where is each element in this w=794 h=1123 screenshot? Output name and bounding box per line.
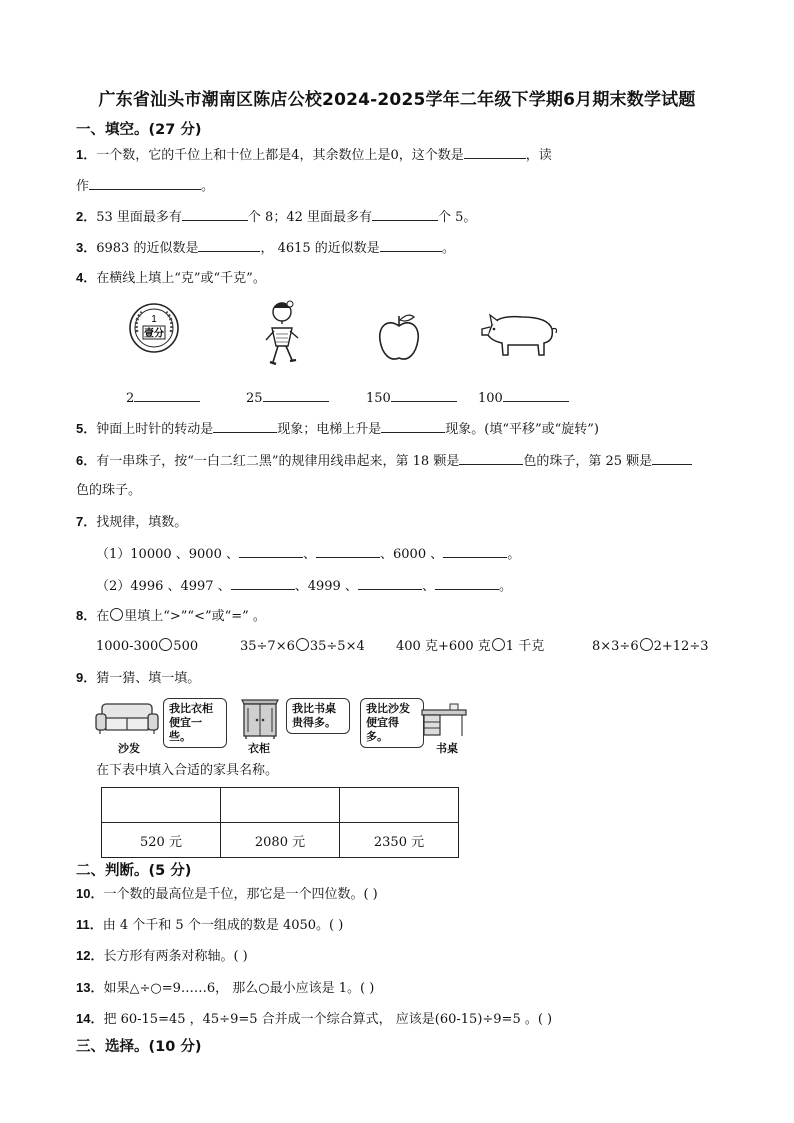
compare-right: 2+12÷3: [653, 639, 709, 654]
question-10: [76, 884, 378, 905]
question-text: 钟面上时针的转动是: [96, 422, 214, 437]
page-title: 广东省汕头市潮南区陈店公校2024-2025学年二年级下学期6月期末数学试题: [98, 90, 696, 110]
answer-blank[interactable]: [239, 543, 303, 558]
question-text: 把 60-15=45 ，45÷9=5 合并成一个综合算式， 应该是(60-15)÷9=5 。( ): [103, 1012, 553, 1027]
question-text: 色的珠子，第 25 颗是: [523, 454, 653, 469]
question-number: 4．: [76, 270, 97, 285]
wardrobe-icon: [238, 696, 282, 740]
sequence-text: 、6000 、: [380, 547, 444, 562]
speech-bubble-wardrobe: [286, 698, 350, 734]
question-3: [76, 237, 455, 259]
question-6: [76, 450, 692, 472]
table-row: [102, 823, 459, 858]
wardrobe-label: 衣柜: [248, 742, 270, 755]
compare-item-4: [592, 637, 708, 657]
compare-item-1: [96, 637, 198, 657]
question-11: [76, 915, 343, 936]
answer-blank[interactable]: [89, 175, 201, 190]
question-number: 8．: [76, 608, 97, 623]
coin-icon: [128, 302, 180, 354]
question-text: 。: [441, 241, 455, 256]
question-text: 猜一猜、填一填。: [96, 671, 201, 686]
sequence-text: 、: [302, 547, 316, 562]
speech-bubble-sofa: [163, 698, 227, 748]
question-number: 2．: [76, 209, 97, 224]
answer-blank[interactable]: [459, 450, 523, 465]
bubble-text: 我比书桌贵得多。: [292, 702, 336, 729]
question-text: 。: [201, 179, 215, 194]
question-number: 1．: [76, 147, 97, 162]
question-text: ，读: [525, 148, 552, 163]
question-text: 如果△÷○=9……6， 那么○最小应该是 1。( ): [103, 981, 375, 996]
question-text: 由 4 个千和 5 个一组成的数是 4050。( ): [102, 918, 344, 933]
compare-right: 35÷5×4: [309, 639, 365, 654]
answer-blank[interactable]: [372, 206, 438, 221]
question-number: 6．: [76, 453, 97, 468]
sequence-text: 。: [507, 547, 521, 562]
weight-answer-1: [126, 387, 200, 406]
answer-blank[interactable]: [503, 387, 569, 402]
compare-right: 500: [173, 639, 199, 654]
question-text: 现象。(填“平移”或“旋转”): [445, 422, 599, 437]
question-6-cont: [76, 481, 141, 501]
question-7-part-1: [96, 543, 520, 565]
desk-label: 书桌: [436, 742, 458, 755]
answer-blank[interactable]: [231, 575, 295, 590]
caption-number: 2: [126, 391, 135, 406]
answer-blank[interactable]: [213, 418, 277, 433]
name-cell[interactable]: [221, 788, 340, 823]
question-text: 在: [96, 609, 110, 624]
bubble-text: 我比衣柜便宜一些。: [169, 702, 213, 743]
question-number: 5．: [76, 421, 97, 436]
answer-blank[interactable]: [443, 543, 507, 558]
name-cell[interactable]: [102, 788, 221, 823]
answer-blank[interactable]: [358, 575, 422, 590]
question-text: 长方形有两条对称轴。( ): [103, 949, 248, 964]
furniture-table: [101, 787, 459, 858]
price-cell: 2350 元: [340, 823, 459, 858]
question-text: 一个数，它的千位上和十位上都是4，其余数位上是0，这个数是: [96, 148, 464, 163]
question-text: 有一串珠子，按“一白二红二黑”的规律用线串起来，第 18 颗是: [96, 454, 460, 469]
question-number: 14．: [76, 1011, 104, 1026]
question-text: 里填上“>”“<”或“=” 。: [124, 609, 266, 624]
question-text: 一个数的最高位是千位，那它是一个四位数。( ): [103, 887, 378, 902]
compare-right: 1 千克: [505, 639, 545, 654]
answer-blank[interactable]: [652, 450, 692, 465]
question-14: [76, 1009, 552, 1030]
girl-icon: [258, 298, 306, 372]
caption-number: 100: [478, 391, 503, 406]
caption-number: 150: [366, 391, 391, 406]
weight-answer-3: [366, 387, 457, 406]
question-7: [76, 512, 187, 533]
question-7-part-2: [96, 575, 512, 597]
answer-blank[interactable]: [380, 237, 442, 252]
sequence-text: （1）10000 、9000 、: [96, 547, 239, 562]
coin-text: 壹分: [144, 328, 164, 340]
answer-blank[interactable]: [134, 387, 200, 402]
sequence-text: 。: [498, 579, 512, 594]
bubble-text: 我比沙发便宜得多。: [366, 702, 410, 743]
answer-blank[interactable]: [435, 575, 499, 590]
question-8: [76, 606, 266, 627]
question-12: [76, 946, 248, 967]
compare-circle[interactable]: [296, 638, 309, 651]
desk-icon: [420, 702, 468, 738]
table-row: [102, 788, 459, 823]
question-text: 个 8；42 里面最多有: [247, 210, 372, 225]
sequence-text: 、: [421, 579, 435, 594]
sequence-text: （2）4996 、4997 、: [96, 579, 231, 594]
question-number: 10．: [76, 886, 104, 901]
question-text: 53 里面最多有: [96, 210, 182, 225]
answer-blank[interactable]: [316, 543, 380, 558]
price-cell: 520 元: [102, 823, 221, 858]
compare-left: 35÷7×6: [240, 639, 295, 654]
answer-blank[interactable]: [391, 387, 457, 402]
compare-left: 400 克+600 克: [396, 639, 491, 654]
question-text: ， 4615 的近似数是: [260, 241, 380, 256]
speech-bubble-desk: [360, 698, 424, 748]
compare-circle[interactable]: [640, 638, 653, 651]
question-text: 个 5。: [438, 210, 477, 225]
weight-answer-2: [246, 387, 329, 406]
question-number: 12．: [76, 948, 104, 963]
table-instruction: 在下表中填入合适的家具名称。: [96, 763, 279, 778]
question-13: [76, 978, 374, 999]
sofa-icon: [94, 700, 160, 736]
circle-icon: [110, 608, 123, 621]
question-text: 找规律，填数。: [96, 515, 188, 530]
question-1-cont: [76, 175, 214, 197]
pig-icon: [478, 307, 558, 359]
answer-blank[interactable]: [464, 144, 526, 159]
compare-left: 1000-300: [96, 639, 159, 654]
question-number: 9．: [76, 670, 97, 685]
question-text: 6983 的近似数是: [96, 241, 199, 256]
section-judge-heading: 二、判断。(5 分): [76, 863, 192, 879]
question-text: 现象；电梯上升是: [277, 422, 382, 437]
answer-blank[interactable]: [198, 237, 260, 252]
section-fill-in-heading: 一、填空。(27 分): [76, 122, 202, 138]
caption-number: 25: [246, 391, 263, 406]
sequence-text: 、4999 、: [294, 579, 358, 594]
section-choice-heading: 三、选择。(10 分): [76, 1039, 202, 1055]
apple-icon: [374, 312, 424, 364]
compare-item-3: [396, 637, 544, 657]
question-number: 7．: [76, 514, 97, 529]
answer-blank[interactable]: [381, 418, 445, 433]
question-4: [76, 268, 266, 289]
question-text: 作: [76, 179, 90, 194]
question-number: 11．: [76, 917, 103, 932]
compare-circle[interactable]: [159, 638, 172, 651]
weight-answer-4: [478, 387, 569, 406]
question-9: [76, 668, 200, 689]
question-number: 13．: [76, 980, 104, 995]
compare-item-2: [240, 637, 365, 657]
coin-value: 1: [151, 314, 157, 325]
answer-blank[interactable]: [263, 387, 329, 402]
question-5: [76, 418, 599, 440]
question-number: 3．: [76, 240, 97, 255]
question-1: [76, 144, 552, 166]
question-2: [76, 206, 476, 228]
compare-circle[interactable]: [492, 638, 505, 651]
answer-blank[interactable]: [182, 206, 248, 221]
compare-left: 8×3÷6: [592, 639, 639, 654]
price-cell: 2080 元: [221, 823, 340, 858]
question-text: 色的珠子。: [76, 483, 142, 498]
sofa-label: 沙发: [118, 742, 140, 755]
name-cell[interactable]: [340, 788, 459, 823]
question-text: 在横线上填上“克”或“千克”。: [96, 271, 266, 286]
